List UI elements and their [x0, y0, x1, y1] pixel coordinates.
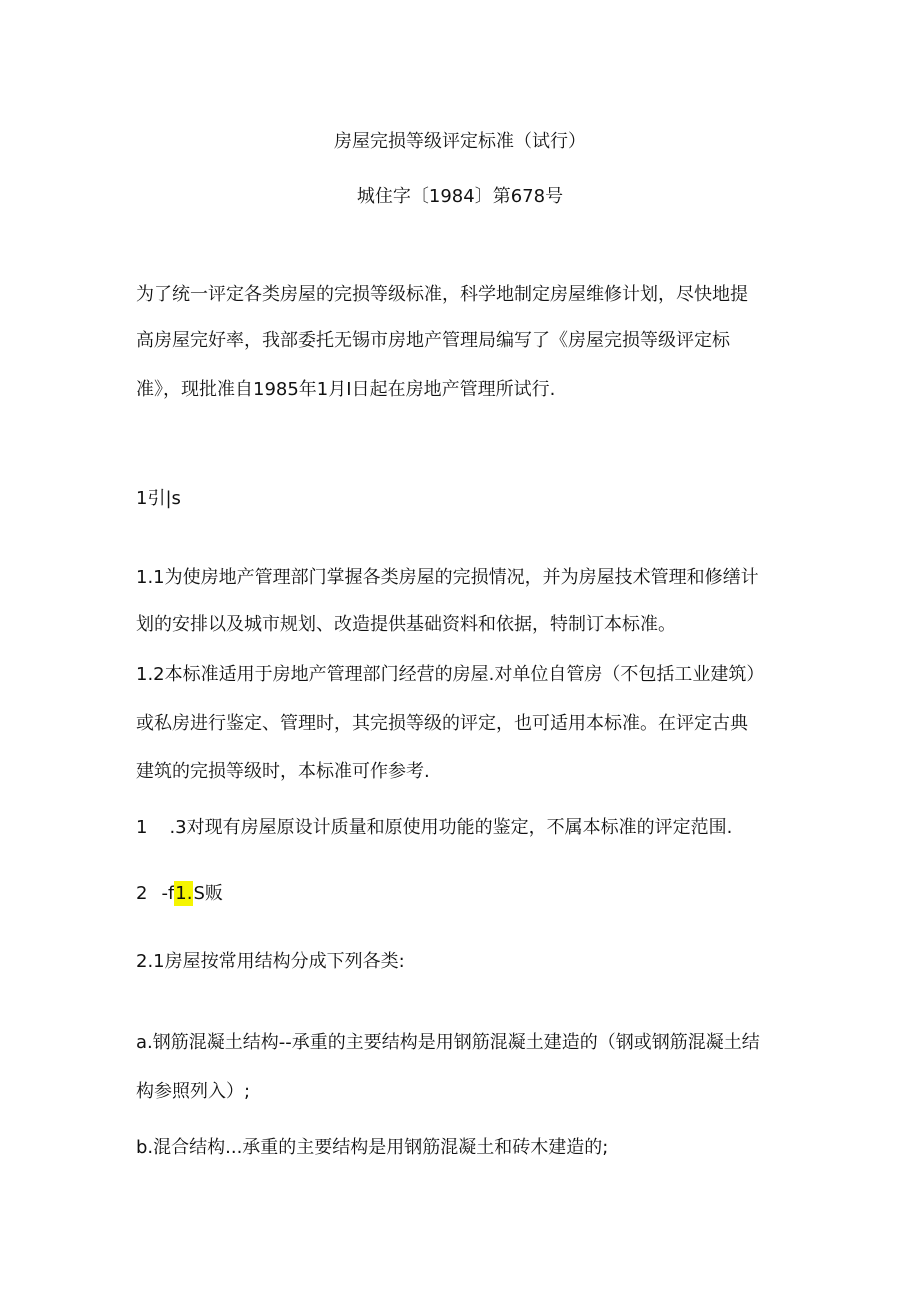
clause-1-2-line: 或私房进行鉴定、管理时，其完损等级的评定，也可适用本标准。在评定古典 — [136, 713, 748, 734]
section-2-heading-suffix: S贩 — [193, 883, 223, 904]
item-a-line: 构参照列入）; — [136, 1081, 251, 1102]
document-title: 房屋完损等级评定标准（试行） — [334, 131, 586, 152]
clause-1-1-line: 1.1为使房地产管理部门掌握各类房屋的完损情况，并为房屋技术管理和修缮计 — [136, 567, 759, 588]
intro-line: 高房屋完好率，我部委托无锡市房地产管理局编写了《房屋完损等级评定标 — [136, 330, 730, 351]
clause-1-2-line: 1.2本标准适用于房地产管理部门经营的房屋.对单位自管房（不包括工业建筑） — [136, 664, 765, 685]
item-b: b.混合结构...承重的主要结构是用钢筋混凝土和砖木建造的; — [136, 1137, 609, 1158]
section-2-heading-mid: -f — [161, 883, 175, 904]
clause-1-3-number: 1 — [136, 817, 148, 838]
section-1-heading: 1引|s — [136, 488, 181, 509]
document-number: 城住字〔1984〕第678号 — [356, 186, 564, 207]
intro-line: 为了统一评定各类房屋的完损等级标准，科学地制定房屋维修计划，尽快地提 — [136, 284, 748, 305]
item-a-line: a.钢筋混凝土结构--承重的主要结构是用钢筋混凝土建造的（钢或钢筋混凝土结 — [136, 1032, 760, 1053]
highlighted-text: 1. — [175, 883, 193, 904]
clause-1-1-line: 划的安排以及城市规划、改造提供基础资料和依据，特制订本标准。 — [136, 614, 676, 635]
clause-1-2-line: 建筑的完损等级时，本标准可作参考. — [136, 761, 430, 782]
clause-2-1: 2.1房屋按常用结构分成下列各类: — [136, 951, 405, 972]
clause-1-3 — [136, 816, 732, 840]
clause-1-3-text: .3对现有房屋原设计质量和原使用功能的鉴定，不属本标准的评定范围. — [169, 817, 733, 838]
section-2-heading — [136, 882, 223, 906]
section-2-heading-number: 2 — [136, 883, 148, 904]
intro-line: 准》，现批准自1985年1月I日起在房地产管理所试行. — [136, 379, 556, 400]
